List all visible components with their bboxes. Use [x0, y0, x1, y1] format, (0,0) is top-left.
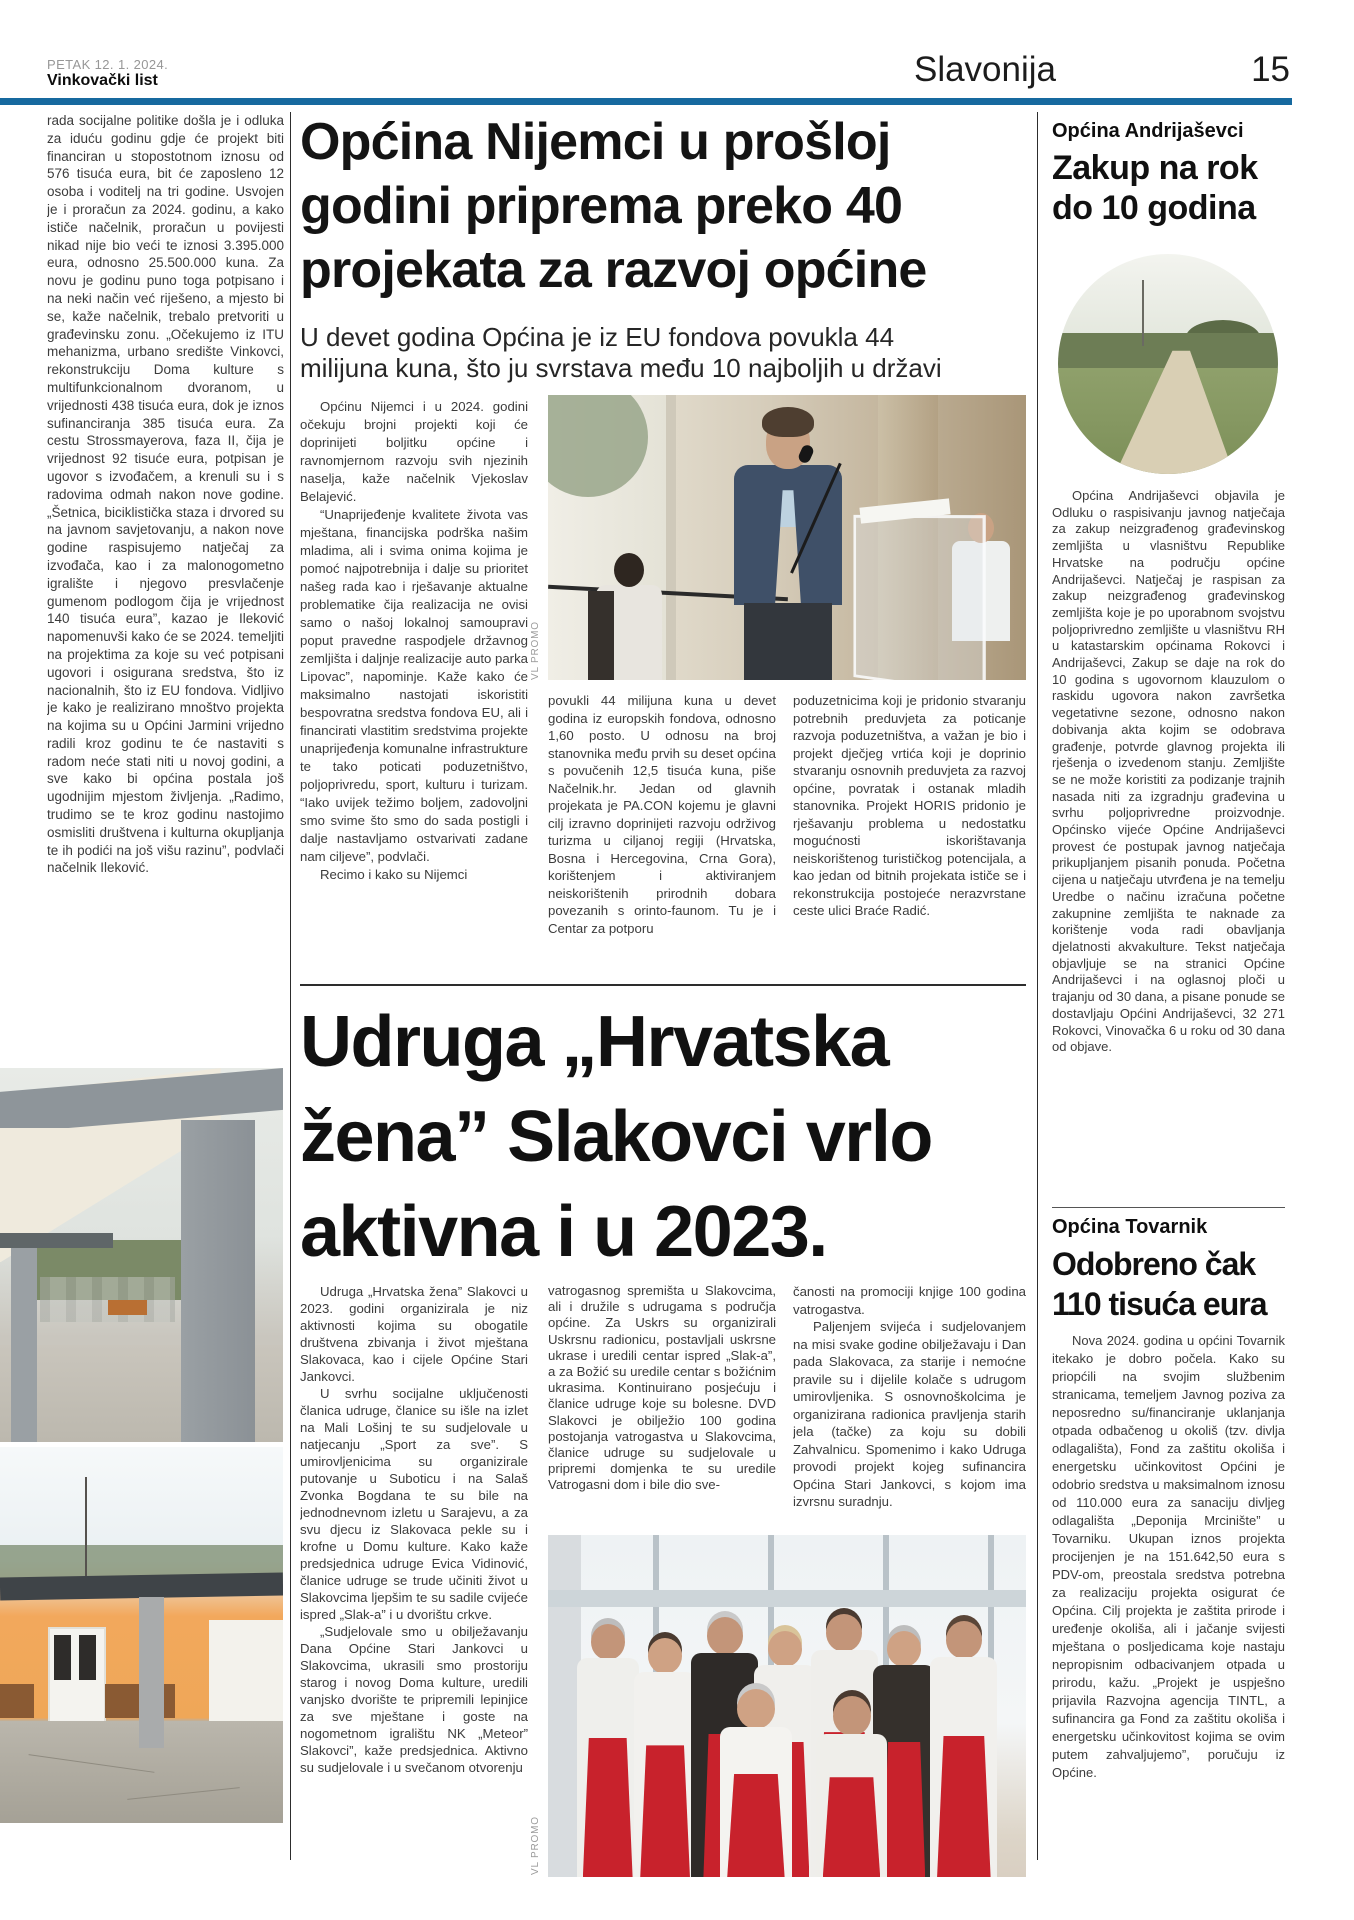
issue-date: PETAK 12. 1. 2024.	[47, 57, 169, 72]
main-article-col2	[548, 692, 776, 974]
paragraph: Općina Andrijaševci objavila je Odluku o raspisivanju javnog natječaja za zakup neizgrađenog građevinskog zemljišta u vlasništvu Republike Hrvatske na području općine Andrijaševci. Natječaj je raspisan za zakup neizgrađenog građevinskog zemljišta koje je po uporabnom svojstvu poljoprivredno zemljište u vlasništvu RH u katastarskim općinama Rokovci i Andrijaševci, Zakup se daje na rok do 10 godina s ugovornom klauzulom o raskidu ugovora nakon završetka vegetativne sezone, odnosno nakon dobivanja akta kojim se odobrava građenje, potvrde glavnog projekta ili rješenja o izvedenom stanju. Zemljište se ne može koristiti za podizanje trajnih nasada niti za izgradnju građevina u svrhu poljoprivredne proizvodnje. Općinsko vijeće Općine Andrijaševci provest će postupak javnog natječaja prikupljanjem pisanih ponuda. Početna cijena u natječaju utvrđena je na temelju Uredbe o načinu izračuna početne zakupnine zemljišta te naknade za korištenje voda radi obavljanja djelatnosti akvakulture. Tekst natječaja objavljuje se na stranici Općine Andrijaševci i na oglasnoj ploči u trajanju od 30 dana, a pisane ponude se dostavljaju Općini Andrijaševci, 32 271 Rokovci, Vinovačka 6 u roku od 30 dana od objave.	[1052, 488, 1285, 1055]
sidebar-separator-rule	[1052, 1207, 1285, 1208]
photo-credit: VL PROMO	[530, 621, 541, 680]
person-figure	[930, 1621, 997, 1878]
left-continuation-column	[47, 112, 284, 1060]
decor	[1142, 280, 1144, 346]
tovarnik-headline-line: 110 tisuća eura	[1052, 1286, 1267, 1322]
person-figure	[720, 1689, 792, 1877]
decor	[614, 553, 644, 587]
paragraph: Recimo i kako su Nijemci	[320, 867, 468, 882]
main-headline-line: Općina Nijemci u prošloj	[300, 113, 891, 171]
decor	[139, 1597, 164, 1747]
cemetery-canopy-photo	[0, 1068, 283, 1442]
paragraph: „Sudjelovale smo u obilježavanju Dana Općine Stari Jankovci u Slakovcima, ukrasili smo prostoriju starog i novog Doma kulture, uredili vanjsko dvorište te pripremili lepinjice za sve mještane i goste na nogometnom igralištu NK „Meteor” Slakovci”, kaže predsjednica. Aktivno su sudjelovale i u svečanom otvorenju	[300, 1624, 528, 1775]
main-article-col1	[300, 398, 528, 976]
main-subhead	[300, 322, 1032, 384]
andrijasevci-headline-line: do 10 godina	[1052, 189, 1256, 227]
section-title: Slavonija	[913, 50, 1057, 89]
tovarnik-headline	[1052, 1244, 1292, 1324]
decor	[54, 1635, 71, 1680]
tovarnik-headline-line: Odobreno čak	[1052, 1246, 1256, 1282]
page-number: 15	[1251, 50, 1290, 89]
rural-road-circle-photo	[1058, 254, 1278, 474]
main-headline-line: godini priprema preko 40	[300, 177, 903, 235]
decor	[11, 1248, 36, 1442]
paragraph: čanosti na promociji knjige 100 godina vatrogastva.	[793, 1284, 1026, 1317]
decor	[79, 1635, 96, 1680]
decor	[548, 1590, 1026, 1607]
paragraph: Općinu Nijemci i u 2024. godini očekuju brojni projekti koji će doprinijeti boljitku općine i ravnomjernom razvoju svih njezinih naselja, kaže načelnik Vjekoslav Belajević.	[300, 399, 528, 504]
decor	[85, 1477, 87, 1582]
paragraph: vatrogasnog spremišta u Slakovcima, ali i družile s udrugama s područja općine. Za Uskrs su organizirali Uskrsnu radionicu, postavljali uskrsne ukrase i uredili centar ispred „Slak-a”, a za Božić su uredile centar s božićnim ukrasima. Kontinuirano posjećuju i članice udruge koje su bolesne. DVD Slakovci je obilježio 100 godina postojanja vatrogastva u Slakovcima, članice udruge su sudjelovale u pripremi domjenka te su uredile Vatrogasni dom i bile dio sve-	[548, 1283, 776, 1493]
udruga-headline	[300, 995, 1032, 1280]
decor	[181, 1120, 255, 1442]
divider-left	[290, 112, 291, 1860]
publication-name: Vinkovački list	[47, 72, 158, 89]
paragraph: Nova 2024. godina u općini Tovarnik itekako je dobro počela. Kako su priopćili na svojim službenim stranicama, temeljem Javnog poziva za neposredno su/financiranje uklanjanja otpada odbačenog u okoliš (tzv. divlja odlagališta), Fond za zaštitu okoliša i energetsku učinkovitost Općini je odobrio sredstva u maksimalnom iznosu od 110.000 eura za sanaciju divljeg odlagališta „Deponija Mrcinište” u Tovarniku. Ukupan iznos projekta procijenjen je na 151.642,50 eura s PDV-om, preostala sredstva potrebna za realizaciju projekta osigurat će Općina. Cilj projekta je zaštita prirode i uređenje okoliša, ali i jačanje svijesti mještana o posljedicama koje nastaju nepropisnim odbacivanjem otpada u prirodu, kažu. „Projekt je uspješno prijavila Razvojna agencija TINTL, a sufinancira ga Fond za zaštitu okoliša i energetsku učinkovitost kojima se ovim putem zahvaljujemo”, poručuju iz Općine.	[1052, 1333, 1285, 1780]
main-headline-line: projekata za razvoj općine	[300, 241, 927, 299]
paragraph: poduzetnicima koji je pridonio stvaranju potrebnih preduvjeta za poticanje razvoja poduzetništva, a važan je bio i projekt dječjeg vrtića koji je doprinio stvaranju osnovnih preduvjeta za razvoj općine, povratak i ostanak mladih stanovnika. Projekt HORIS pridonio je rješavanju problema u nedostatku mogućnosti iskorištavanja neiskorištenog turističkog potencijala, a kao jedan od bitnih projekata ističe se i rekonstrukcija postojeće nerazvrstane ceste ulici Braće Radić.	[793, 693, 1026, 918]
orange-building-photo	[0, 1447, 283, 1823]
paragraph: “Unaprijeđenje kvalitete života vas mještana, financijska podrška našim mladima, ali i svima onima kojima je pomoć najpotrebnija i dalje su prioritet našeg rada kao i rješavanje aktualne problematike čija realizacija ne ovisi samo o našoj lokalnoj samoupravi poput pravedne raspodjele državnog zemljišta i daljnje realizacije auto parka Lipovac”, napominje. Kaže kako će maksimalno nastojati iskoristiti bespovratna sredstva fondova EU, ali i financirati vlastitim sredstvima projekte unaprijeđenja komunalne infrastrukture te tako poticati poduzetništvo, poljoprivredu, sport, kulturu i turizam. “Iako uvijek težimo boljem, zadovoljni smo svime što smo do sada postigli i dalje nastavljamo ostvarivati zadane nam ciljeve”, podvlači.	[300, 507, 528, 864]
paragraph: Udruga „Hrvatska žena” Slakovci u 2023. godini organizirala je niz aktivnosti kojima su obogatile društvena zbivanja i život mještana Slakovaca, kao i cijele Općine Stari Jankovci.	[300, 1284, 528, 1384]
tovarnik-kicker: Općina Tovarnik	[1052, 1216, 1208, 1238]
main-headline	[300, 110, 1032, 302]
decor	[0, 1572, 283, 1599]
main-article-col3	[793, 692, 1026, 974]
women-group-photo	[548, 1535, 1026, 1877]
decor	[734, 465, 842, 605]
udruga-headline-line: Udruga „Hrvatska	[300, 1002, 889, 1082]
tovarnik-body	[1052, 1332, 1285, 1870]
speaker-podium-photo	[548, 395, 1026, 680]
udruga-article-col2	[548, 1283, 776, 1528]
decor	[108, 1300, 148, 1315]
decor	[762, 407, 814, 437]
main-subhead-line: milijuna kuna, što ju svrstava među 10 najboljih u državi	[300, 353, 942, 383]
header-rule	[0, 98, 1292, 105]
udruga-article-col3	[793, 1283, 1026, 1528]
paragraph: povukli 44 milijuna kuna u devet godina iz europskih fondova, odnosno 1,60 posto. U odnosu na broj stanovnika među prvih su deset općina s povučenih 12,5 tisuća kuna, piše Načelnik.hr. Jedan od glavnih projekata je PA.CON kojemu je glavni cilj izravno doprinijeti razvoju održivog turizma u ciljanoj regiji (Hrvatska, Bosna i Hercegovina, Crna Gora), korištenjem i aktiviranjem neiskorištenih prirodnih dobara povezanih s orinto-faunom. Tu je i Centar za potporu	[548, 693, 776, 936]
person-figure	[577, 1624, 639, 1877]
person-figure	[634, 1638, 696, 1877]
divider-right	[1037, 112, 1038, 1860]
decor	[853, 515, 985, 680]
photo-credit: VL PROMO	[530, 1816, 541, 1875]
decor	[744, 603, 832, 680]
decor	[588, 591, 614, 680]
andrijasevci-headline	[1052, 148, 1285, 228]
udruga-headline-line: žena” Slakovci vrlo	[300, 1097, 932, 1177]
paragraph: Paljenjem svijeća i sudjelovanjem na misi svake godine obilježavaju i Dan pada Slakovaca, za starije i nemoćne pravile su i dijelile kolače s udrugom umirovljenika. S osnovnoškolcima je organizirana radionica pravljenja starih jela (tačke) za koju su dobili Zahvalnicu. Spomenimo i kako Udruga provodi projekt kojeg sufinancira Općina Stari Jankovci, s kojom ima izvrsnu suradnju.	[793, 1319, 1026, 1509]
decor	[209, 1620, 283, 1722]
udruga-article-col1	[300, 1283, 528, 1863]
andrijasevci-headline-line: Zakup na rok	[1052, 149, 1258, 187]
andrijasevci-kicker: Općina Andrijaševci	[1052, 120, 1244, 142]
andrijasevci-body	[1052, 488, 1285, 1203]
person-figure	[816, 1696, 888, 1877]
decor	[0, 1233, 113, 1248]
main-subhead-line: U devet godina Općina je iz EU fondova povukla 44	[300, 322, 895, 352]
decor	[666, 395, 676, 680]
decor	[0, 1684, 34, 1718]
article-separator-rule	[300, 984, 1026, 986]
left-article-text: rada socijalne politike došla je i odluka za iduću godinu gdje će projekt biti financiran u stopostotnom iznosu od 576 tisuća eura, bit će zaposleno 12 osoba i voditelj na tri godine. Usvojen je i proračun za 2024. godinu, a kako ističe načelnik, proračun u povijesti nikad nije bio veći te iznosi 3.395.000 eura, odnosno 25.500.000 kuna. Za novu je godinu puno toga potpisano i na neki način već riješeno, a mjesto bi se, kaže načelnik, trebalo pretvoriti u građevinsku zonu. „Očekujemo iz ITU mehanizma, urbano središte Vinkovci, rekonstrukciju Doma kulture s multifunkcionalnom dvoranom, u vrijednosti 438 tisuća eura, dok je iznos sufinanciranja 385 tisuća eura. Za cestu Strossmayerova, faza II, čija je vrijednost 92 tisuće eura, potpisan je ugovor s izvođačem, a krenuli su i s radovima odmah nakon nove godine. „Šetnica, biciklistička staza i drvored su na javnom savjetovanju, a nakon nove godine raspisujemo natječaj za izvođača, kao i za malonogometno igralište i njegovo presvlačenje gumenom podlogom čija je vrijednost 140 tisuća eura”, kazao je Ileković napomenuvši kako će se 2024. temeljiti na projektima za koje su već potpisani ugovori i osigurana sredstva, što iz nacionalnih, što iz EU fondova. Vidljivo je kako je realizirano mnoštvo projekta na kojima su u Općini Jarmini vrijedno radili kroz godinu te će nastaviti s radom neće stati niti u novoj godini, a sve kako bi općina postala još ugodnijim mjestom življenja. „Radimo, trudimo se te kroz godinu nastojimo osmisliti društvena i kulturna okupljanja te ih podići na još višu razinu”, podvlači načelnik Ileković.	[47, 113, 284, 876]
udruga-headline-line: aktivna i u 2023.	[300, 1192, 827, 1272]
paragraph: U svrhu socijalne uključenosti članica udruge, članice su išle na izlet na Mali Lošinj te su sudjelovale u natjecanju „Sport za sve”. S umirovljenicima su organizirale putovanje u Suboticu i na Salaš Zvonka Bogdana te su bile na jednodnevnom izletu u Sarajevu, a za svu djecu iz Slakovaca pekle su i krofne u Domu kulture. Kako kaže predsjednica udruge Evica Vidinović, članice udruge se trude učiniti život u Slakovcima ljepšim te su sadile cvijeće ispred „Slak-a” i u dvorištu crkve.	[300, 1386, 528, 1622]
decor	[0, 1068, 283, 1128]
